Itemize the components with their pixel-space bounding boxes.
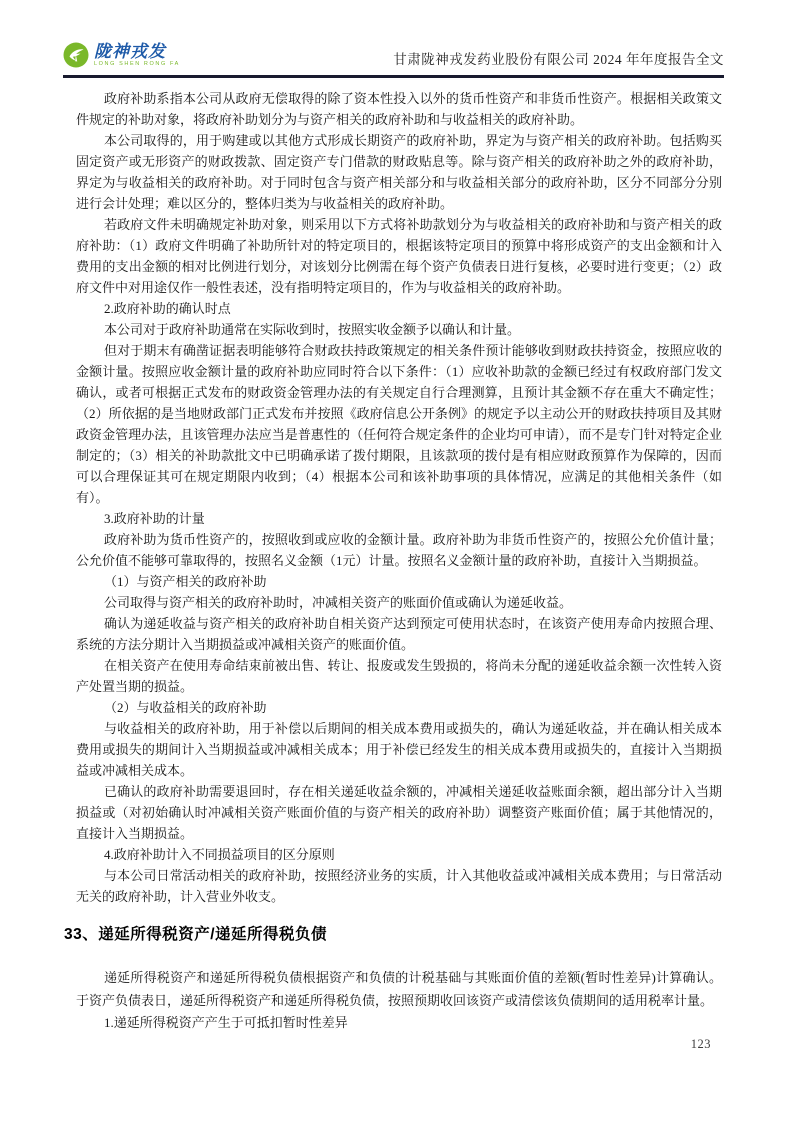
list-item-heading: 1.递延所得税资产产生于可抵扣暂时性差异 <box>103 1015 348 1030</box>
paragraph: 公司取得与资产相关的政府补助时，冲减相关资产的账面价值或确认为递延收益。 <box>103 595 572 610</box>
document-body <box>64 88 722 1035</box>
page-number: 123 <box>690 1037 711 1051</box>
paragraph: 递延所得税资产和递延所得税负债根据资产和负债的计税基础与其账面价值的差额(暂时性差异)计算确认。于资产负债表日，递延所得税资产和递延所得税负债，按照预期收回该资产或清偿该负债期间的适用税率计量。 <box>76 970 722 1008</box>
report-title: 甘肃陇神戎发药业股份有限公司 2024 年年度报告全文 <box>393 52 724 67</box>
paragraph: 本公司对于政府补助通常在实际收到时，按照实收金额予以确认和计量。 <box>103 322 520 337</box>
logo-company-name: 陇神戎发 <box>94 41 166 61</box>
paragraph: 政府补助为货币性资产的，按照收到或应收的金额计量。政府补助为非货币性资产的，按照公允价值计量；公允价值不能够可靠取得的，按照名义金额（1元）计量。按照名义金额计量的政府补助，直接计入当期损益。 <box>76 532 722 568</box>
page-header <box>63 42 724 78</box>
list-item-heading: 4.政府补助计入不同损益项目的区分原则 <box>103 847 335 862</box>
logo-company-name-en: LONG SHEN RONG FA <box>94 60 180 67</box>
paragraph: 政府补助系指本公司从政府无偿取得的除了资本性投入以外的货币性资产和非货币性资产。根据相关政策文件规定的补助对象，将政府补助划分为与资产相关的政府补助和与收益相关的政府补助。 <box>76 91 722 127</box>
paragraph: 与本公司日常活动相关的政府补助，按照经济业务的实质，计入其他收益或冲减相关成本费用；与日常活动无关的政府补助，计入营业外收支。 <box>76 868 722 904</box>
paragraph: 本公司取得的，用于购建或以其他方式形成长期资产的政府补助，界定为与资产相关的政府补助。包括购买固定资产或无形资产的财政拨款、固定资产专门借款的财政贴息等。除与资产相关的政府补助之外的政府补助，界定为与收益相关的政府补助。对于同时包含与资产相关部分和与收益相关部分的政府补助，区分不同部分分别进行会计处理；难以区分的，整体归类为与收益相关的政府补助。 <box>76 133 722 211</box>
section-heading-33: 33、递延所得税资产/递延所得税负债 <box>64 926 328 943</box>
paragraph: 但对于期末有确凿证据表明能够符合财政扶持政策规定的相关条件预计能够收到财政扶持资金，按照应收的金额计量。按照应收金额计量的政府补助应同时符合以下条件：（1）应收补助款的金额已经过有权政府部门发文确认，或者可根据正式发布的财政资金管理办法的有关规定自行合理测算，且预计其金额不存在重大不确定性；（2）所依据的是当地财政部门正式发布并按照《政府信息公开条例》的规定予以主动公开的财政扶持项目及其财政资金管理办法，且该管理办法应当是普惠性的（任何符合规定条件的企业均可申请），而不是专门针对特定企业制定的；（3）相关的补助款批文中已明确承诺了拨付期限，且该款项的拨付是有相应财政预算作为保障的，因而可以合理保证其可在规定期限内收到；（4）根据本公司和该补助事项的具体情况，应满足的其他相关条件（如有）。 <box>76 343 722 505</box>
company-logo-icon <box>63 42 89 68</box>
list-item-heading: 3.政府补助的计量 <box>103 511 205 526</box>
paragraph: 确认为递延收益与资产相关的政府补助自相关资产达到预定可使用状态时，在该资产使用寿命内按照合理、系统的方法分期计入当期损益或冲减相关资产的账面价值。 <box>76 616 722 652</box>
paragraph: 已确认的政府补助需要退回时，存在相关递延收益余额的，冲减相关递延收益账面余额，超出部分计入当期损益或（对初始确认时冲减相关资产账面价值的与资产相关的政府补助）调整资产账面价值；属于其他情况的，直接计入当期损益。 <box>76 784 722 841</box>
header-divider <box>63 75 724 78</box>
paragraph: 在相关资产在使用寿命结束前被出售、转让、报废或发生毁损的，将尚未分配的递延收益余额一次性转入资产处置当期的损益。 <box>76 658 722 694</box>
paragraph: 与收益相关的政府补助，用于补偿以后期间的相关成本费用或损失的，确认为递延收益，并在确认相关成本费用或损失的期间计入当期损益或冲减相关成本；用于补偿已经发生的相关成本费用或损失的，直接计入当期损益或冲减相关成本。 <box>76 721 722 778</box>
list-item-heading: （1）与资产相关的政府补助 <box>103 574 267 589</box>
list-item-heading: 2.政府补助的确认时点 <box>103 301 231 316</box>
company-logo <box>63 42 180 68</box>
list-item-heading: （2）与收益相关的政府补助 <box>103 700 267 715</box>
paragraph: 若政府文件未明确规定补助对象，则采用以下方式将补助款划分为与收益相关的政府补助和与资产相关的政府补助：（1）政府文件明确了补助所针对的特定项目的，根据该特定项目的预算中将形成资产的支出金额和计入费用的支出金额的相对比例进行划分，对该划分比例需在每个资产负债表日进行复核，必要时进行变更；（2）政府文件中对用途仅作一般性表述，没有指明特定项目的，作为与收益相关的政府补助。 <box>76 217 722 295</box>
